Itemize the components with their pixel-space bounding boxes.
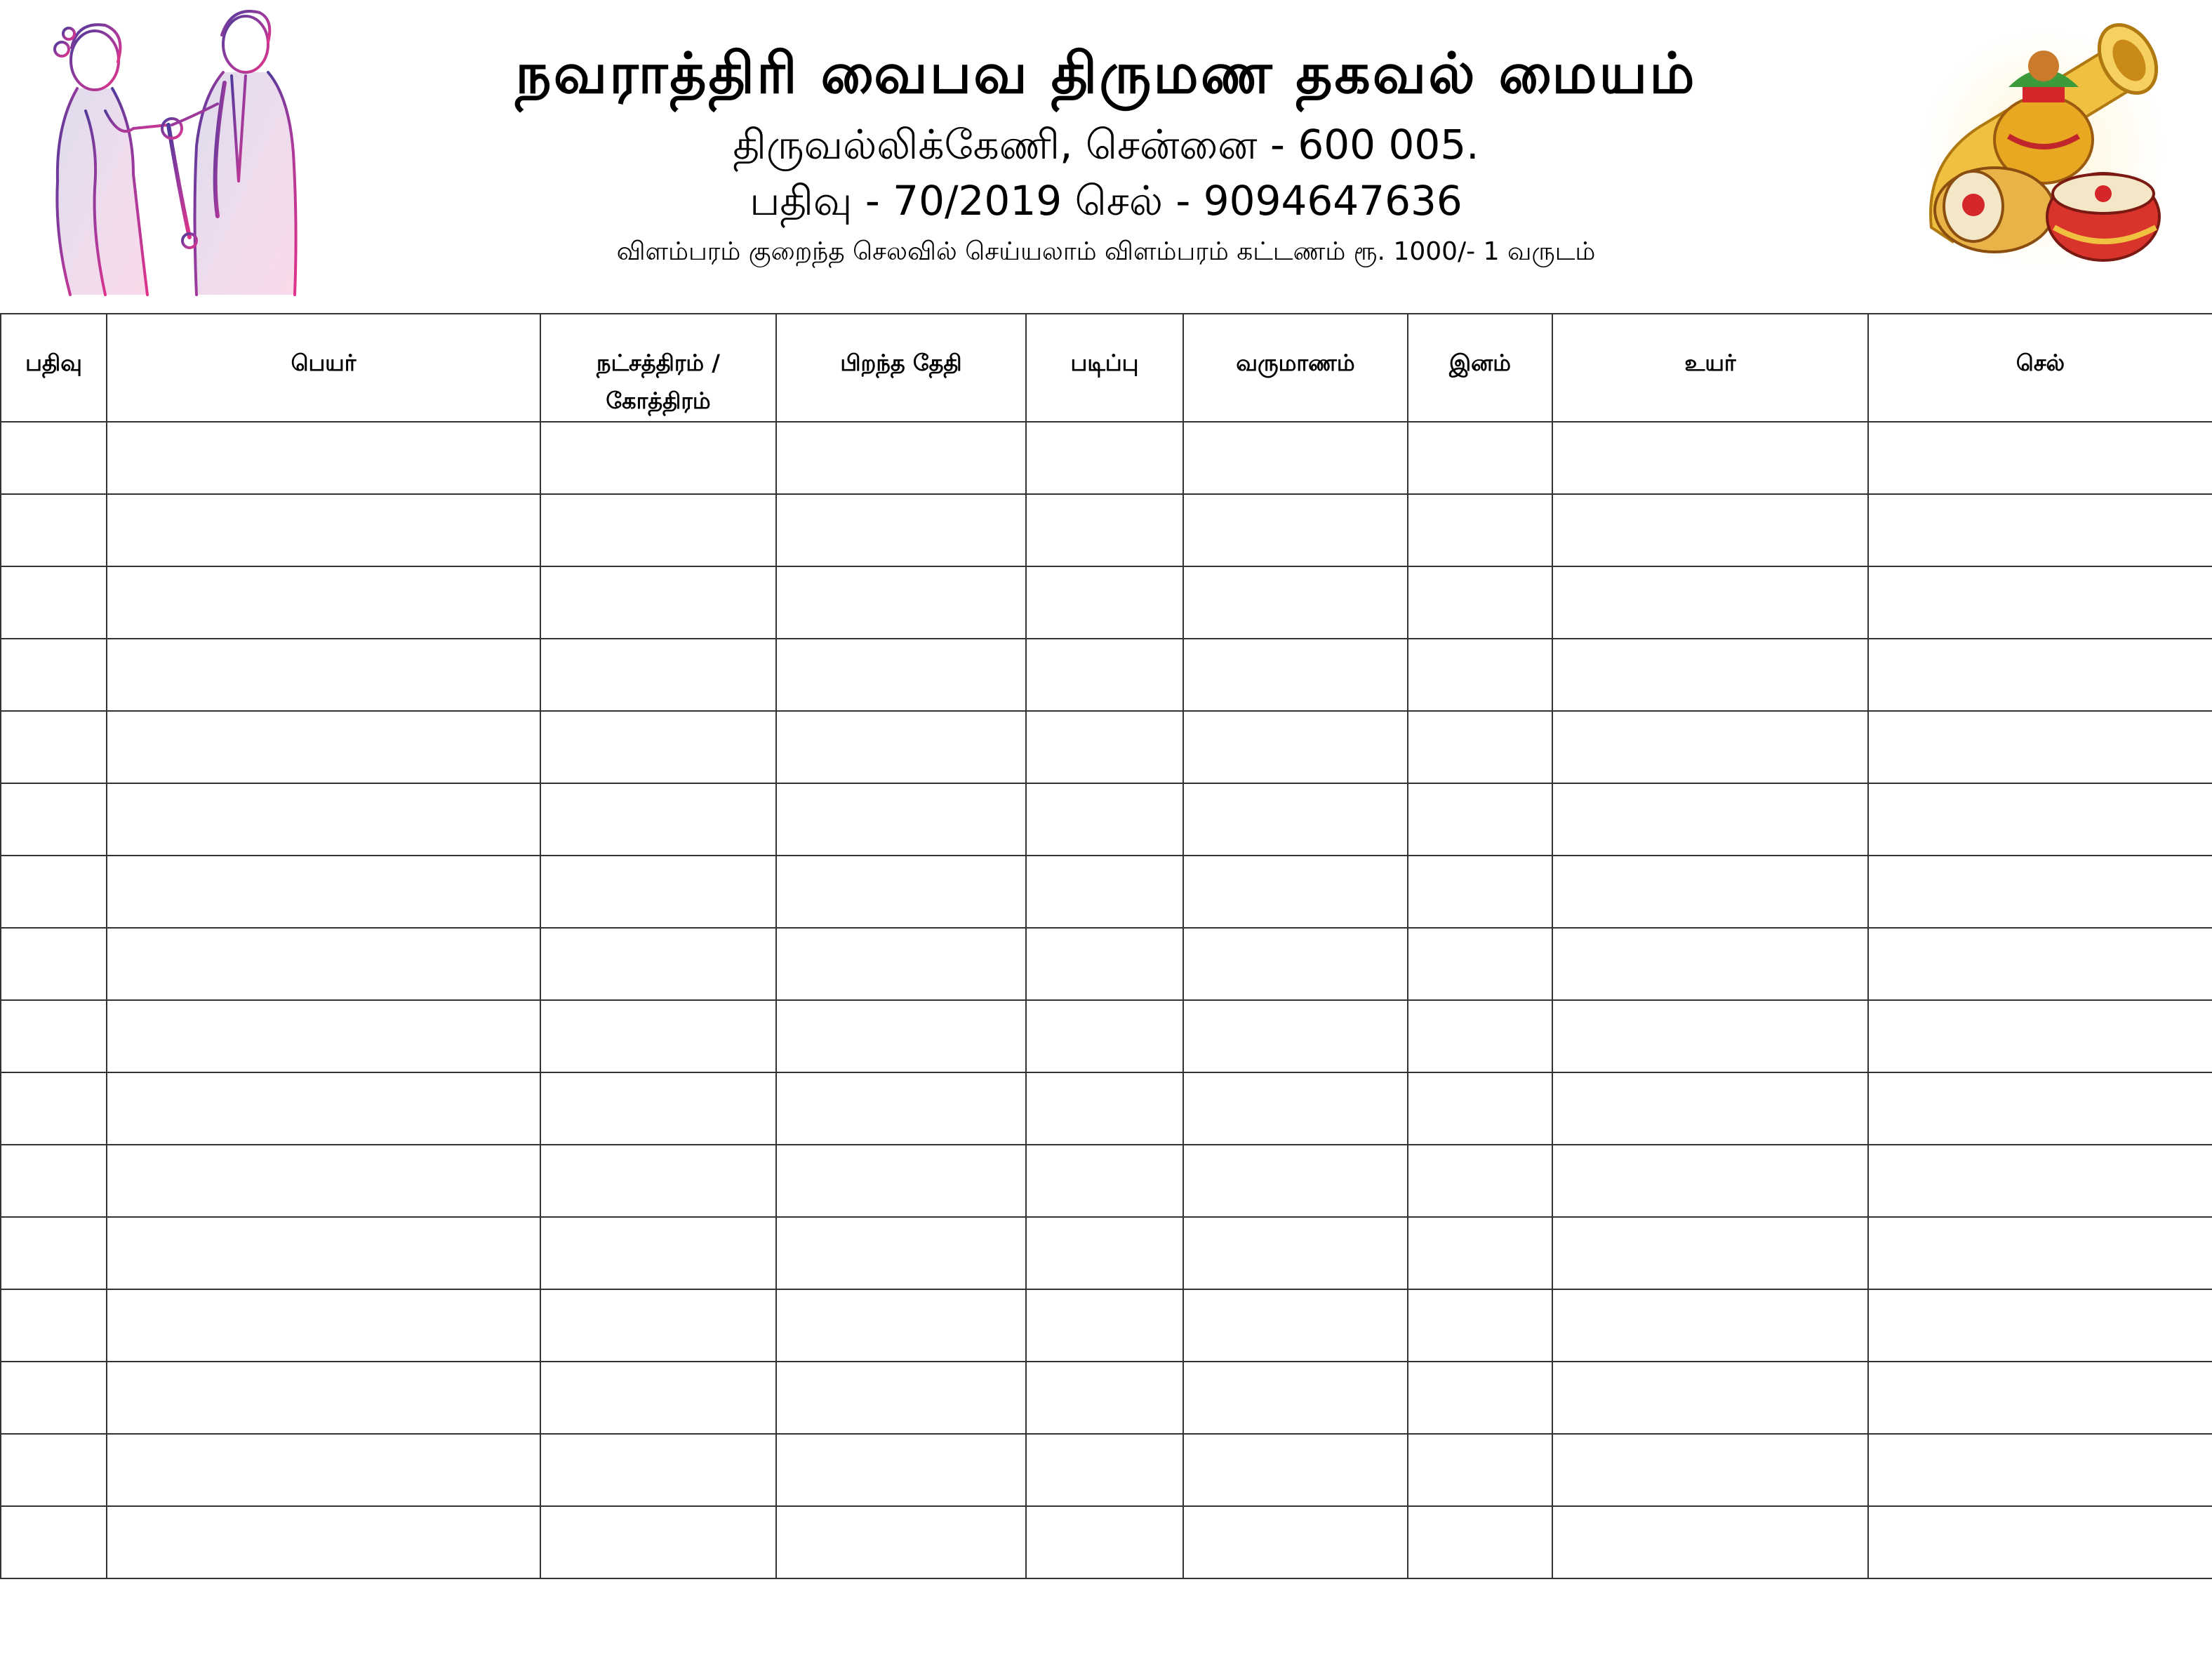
table-cell[interactable]: [1552, 494, 1868, 566]
table-cell[interactable]: [776, 711, 1026, 783]
page-header: [0, 0, 2212, 309]
table-cell[interactable]: [1408, 928, 1552, 1000]
table-header: [1, 314, 2212, 422]
table-cell[interactable]: [1183, 1434, 1408, 1506]
table-cell[interactable]: [776, 1506, 1026, 1578]
page-title: நவராத்திரி வைபவ திருமண தகவல் மையம்: [515, 41, 1697, 106]
table-cell[interactable]: [1552, 856, 1868, 928]
table-cell[interactable]: [1026, 1506, 1183, 1578]
table-cell[interactable]: [1552, 711, 1868, 783]
table-cell[interactable]: [1552, 566, 1868, 639]
table-cell[interactable]: [1183, 1289, 1408, 1362]
table-cell[interactable]: [1026, 422, 1183, 494]
table-cell[interactable]: [107, 783, 540, 856]
table-cell[interactable]: [1026, 639, 1183, 711]
table-cell[interactable]: [776, 639, 1026, 711]
col-header-birth-date: பிறந்த தேதி: [776, 314, 1026, 422]
table-cell[interactable]: [1183, 639, 1408, 711]
table-cell[interactable]: [1026, 494, 1183, 566]
table-cell[interactable]: [776, 783, 1026, 856]
table-cell[interactable]: [776, 1145, 1026, 1217]
table-cell[interactable]: [1408, 1000, 1552, 1072]
table-row: [1, 1072, 2212, 1145]
table-cell[interactable]: [1026, 1289, 1183, 1362]
table-cell[interactable]: [1183, 1362, 1408, 1434]
table-cell[interactable]: [1183, 566, 1408, 639]
table-cell[interactable]: [1, 639, 107, 711]
registration-table: [0, 313, 2212, 1579]
table-row: [1, 1217, 2212, 1289]
table-cell[interactable]: [776, 1000, 1026, 1072]
table-cell[interactable]: [776, 856, 1026, 928]
table-cell[interactable]: [1, 1506, 107, 1578]
table-cell[interactable]: [1183, 1217, 1408, 1289]
table-cell[interactable]: [1183, 783, 1408, 856]
table-cell[interactable]: [1408, 422, 1552, 494]
table-cell[interactable]: [1868, 566, 2212, 639]
table-cell[interactable]: [540, 1072, 776, 1145]
table-cell[interactable]: [1552, 1000, 1868, 1072]
table-cell[interactable]: [1408, 1434, 1552, 1506]
table-cell[interactable]: [1552, 639, 1868, 711]
table-row: [1, 783, 2212, 856]
table-row: [1, 566, 2212, 639]
table-cell[interactable]: [1183, 1506, 1408, 1578]
table-cell[interactable]: [1552, 1434, 1868, 1506]
table-cell[interactable]: [107, 928, 540, 1000]
table-cell[interactable]: [1026, 928, 1183, 1000]
table-cell[interactable]: [1026, 566, 1183, 639]
table-cell[interactable]: [107, 1506, 540, 1578]
table-cell[interactable]: [1408, 566, 1552, 639]
table-cell[interactable]: [1026, 711, 1183, 783]
table-cell[interactable]: [1183, 711, 1408, 783]
table-body: [1, 422, 2212, 1578]
col-header-registration: பதிவு: [1, 314, 107, 422]
table-cell[interactable]: [776, 1434, 1026, 1506]
advert-line: விளம்பரம் குறைந்த செலவில் செய்யலாம் விளம்பரம் கட்டணம் ரூ. 1000/- 1 வருடம்: [616, 237, 1596, 266]
table-cell[interactable]: [1408, 1072, 1552, 1145]
table-cell[interactable]: [776, 422, 1026, 494]
table-cell[interactable]: [1, 783, 107, 856]
table-cell[interactable]: [1868, 494, 2212, 566]
table-row: [1, 422, 2212, 494]
table-cell[interactable]: [540, 1000, 776, 1072]
table-cell[interactable]: [1552, 783, 1868, 856]
col-header-phone: செல்: [1868, 314, 2212, 422]
table-cell[interactable]: [1, 711, 107, 783]
table-cell[interactable]: [1868, 1145, 2212, 1217]
table-cell[interactable]: [540, 494, 776, 566]
table-row: [1, 1145, 2212, 1217]
col-header-star-gotram: நட்சத்திரம் / கோத்திரம்: [540, 314, 776, 422]
table-cell[interactable]: [1868, 1434, 2212, 1506]
table-cell[interactable]: [1, 1072, 107, 1145]
table-cell[interactable]: [540, 783, 776, 856]
table-cell[interactable]: [1, 856, 107, 928]
table-row: [1, 639, 2212, 711]
table-cell[interactable]: [1, 928, 107, 1000]
table-cell[interactable]: [1408, 856, 1552, 928]
table-cell[interactable]: [1026, 783, 1183, 856]
table-cell[interactable]: [107, 1072, 540, 1145]
table-cell[interactable]: [1868, 1217, 2212, 1289]
table-cell[interactable]: [1026, 1434, 1183, 1506]
table-cell[interactable]: [107, 1145, 540, 1217]
table-cell[interactable]: [1183, 422, 1408, 494]
table-cell[interactable]: [540, 1506, 776, 1578]
table-cell[interactable]: [1, 1217, 107, 1289]
table-cell[interactable]: [540, 856, 776, 928]
table-cell[interactable]: [1868, 422, 2212, 494]
table-row: [1, 928, 2212, 1000]
table-cell[interactable]: [107, 1289, 540, 1362]
table-cell[interactable]: [1868, 1289, 2212, 1362]
table-cell[interactable]: [776, 1362, 1026, 1434]
table-cell[interactable]: [1026, 856, 1183, 928]
table-cell[interactable]: [1408, 494, 1552, 566]
table-row: [1, 1506, 2212, 1578]
table-cell[interactable]: [1026, 1072, 1183, 1145]
col-header-name: பெயர்: [107, 314, 540, 422]
table-cell[interactable]: [1552, 1145, 1868, 1217]
table-cell[interactable]: [1, 1434, 107, 1506]
table-cell[interactable]: [1026, 1000, 1183, 1072]
table-cell[interactable]: [107, 1434, 540, 1506]
table-cell[interactable]: [1868, 1506, 2212, 1578]
table-cell[interactable]: [1026, 1362, 1183, 1434]
table-cell[interactable]: [1408, 711, 1552, 783]
table-cell[interactable]: [107, 1217, 540, 1289]
table-row: [1, 1362, 2212, 1434]
col-header-income: வருமாணம்: [1183, 314, 1408, 422]
table-cell[interactable]: [107, 566, 540, 639]
table-cell[interactable]: [776, 928, 1026, 1000]
table-cell[interactable]: [540, 1362, 776, 1434]
table-cell[interactable]: [1, 494, 107, 566]
table-cell[interactable]: [1552, 422, 1868, 494]
table-cell[interactable]: [1, 1000, 107, 1072]
table-cell[interactable]: [776, 1289, 1026, 1362]
col-header-education: படிப்பு: [1026, 314, 1183, 422]
table-cell[interactable]: [107, 639, 540, 711]
table-cell[interactable]: [540, 711, 776, 783]
table-cell[interactable]: [107, 1000, 540, 1072]
table-cell[interactable]: [776, 1217, 1026, 1289]
table-cell[interactable]: [1183, 1072, 1408, 1145]
table-cell[interactable]: [107, 856, 540, 928]
table-cell[interactable]: [1183, 1145, 1408, 1217]
table-cell[interactable]: [540, 928, 776, 1000]
table-cell[interactable]: [1, 422, 107, 494]
table-cell[interactable]: [1552, 1362, 1868, 1434]
table-cell[interactable]: [1868, 1000, 2212, 1072]
table-cell[interactable]: [540, 1145, 776, 1217]
table-cell[interactable]: [1183, 928, 1408, 1000]
table-cell[interactable]: [540, 1217, 776, 1289]
table-cell[interactable]: [540, 1434, 776, 1506]
table-cell[interactable]: [1026, 1217, 1183, 1289]
table-cell[interactable]: [1183, 1000, 1408, 1072]
registration-line: பதிவு - 70/2019 செல் - 9094647636: [749, 177, 1463, 225]
col-header-height: உயர்: [1552, 314, 1868, 422]
table-row: [1, 1434, 2212, 1506]
table-cell[interactable]: [776, 1072, 1026, 1145]
table-cell[interactable]: [1552, 1217, 1868, 1289]
table-cell[interactable]: [1552, 928, 1868, 1000]
address-line: திருவல்லிக்கேணி, சென்னை - 600 005.: [733, 121, 1479, 168]
table-cell[interactable]: [1408, 1506, 1552, 1578]
table-cell[interactable]: [1026, 1145, 1183, 1217]
table-cell[interactable]: [1408, 1145, 1552, 1217]
wedding-drums-illustration: [1903, 17, 2177, 277]
table-cell[interactable]: [1, 1289, 107, 1362]
table-cell[interactable]: [107, 1362, 540, 1434]
table-cell[interactable]: [1183, 856, 1408, 928]
table-row: [1, 711, 2212, 783]
table-cell[interactable]: [1868, 1362, 2212, 1434]
table-cell[interactable]: [1408, 1362, 1552, 1434]
table-cell[interactable]: [1868, 639, 2212, 711]
table-cell[interactable]: [107, 711, 540, 783]
table-cell[interactable]: [1868, 1072, 2212, 1145]
table-cell[interactable]: [1183, 494, 1408, 566]
table-row: [1, 1289, 2212, 1362]
table-cell[interactable]: [1868, 928, 2212, 1000]
table-cell[interactable]: [1, 566, 107, 639]
table-row: [1, 494, 2212, 566]
table-cell[interactable]: [1408, 783, 1552, 856]
table-cell[interactable]: [540, 566, 776, 639]
table-cell[interactable]: [1408, 1217, 1552, 1289]
table-cell[interactable]: [1552, 1289, 1868, 1362]
table-cell[interactable]: [107, 494, 540, 566]
table-cell[interactable]: [776, 494, 1026, 566]
table-cell[interactable]: [1868, 856, 2212, 928]
table-cell[interactable]: [540, 639, 776, 711]
table-cell[interactable]: [540, 1289, 776, 1362]
table-cell[interactable]: [1868, 711, 2212, 783]
col-header-community: இனம்: [1408, 314, 1552, 422]
table-cell[interactable]: [1868, 783, 2212, 856]
table-row: [1, 1000, 2212, 1072]
table-cell[interactable]: [1552, 1506, 1868, 1578]
table-cell[interactable]: [1552, 1072, 1868, 1145]
table-cell[interactable]: [1408, 639, 1552, 711]
table-cell[interactable]: [540, 422, 776, 494]
table-cell[interactable]: [1, 1145, 107, 1217]
table-cell[interactable]: [1408, 1289, 1552, 1362]
table-cell[interactable]: [1, 1362, 107, 1434]
table-cell[interactable]: [107, 422, 540, 494]
table-cell[interactable]: [776, 566, 1026, 639]
table-row: [1, 856, 2212, 928]
